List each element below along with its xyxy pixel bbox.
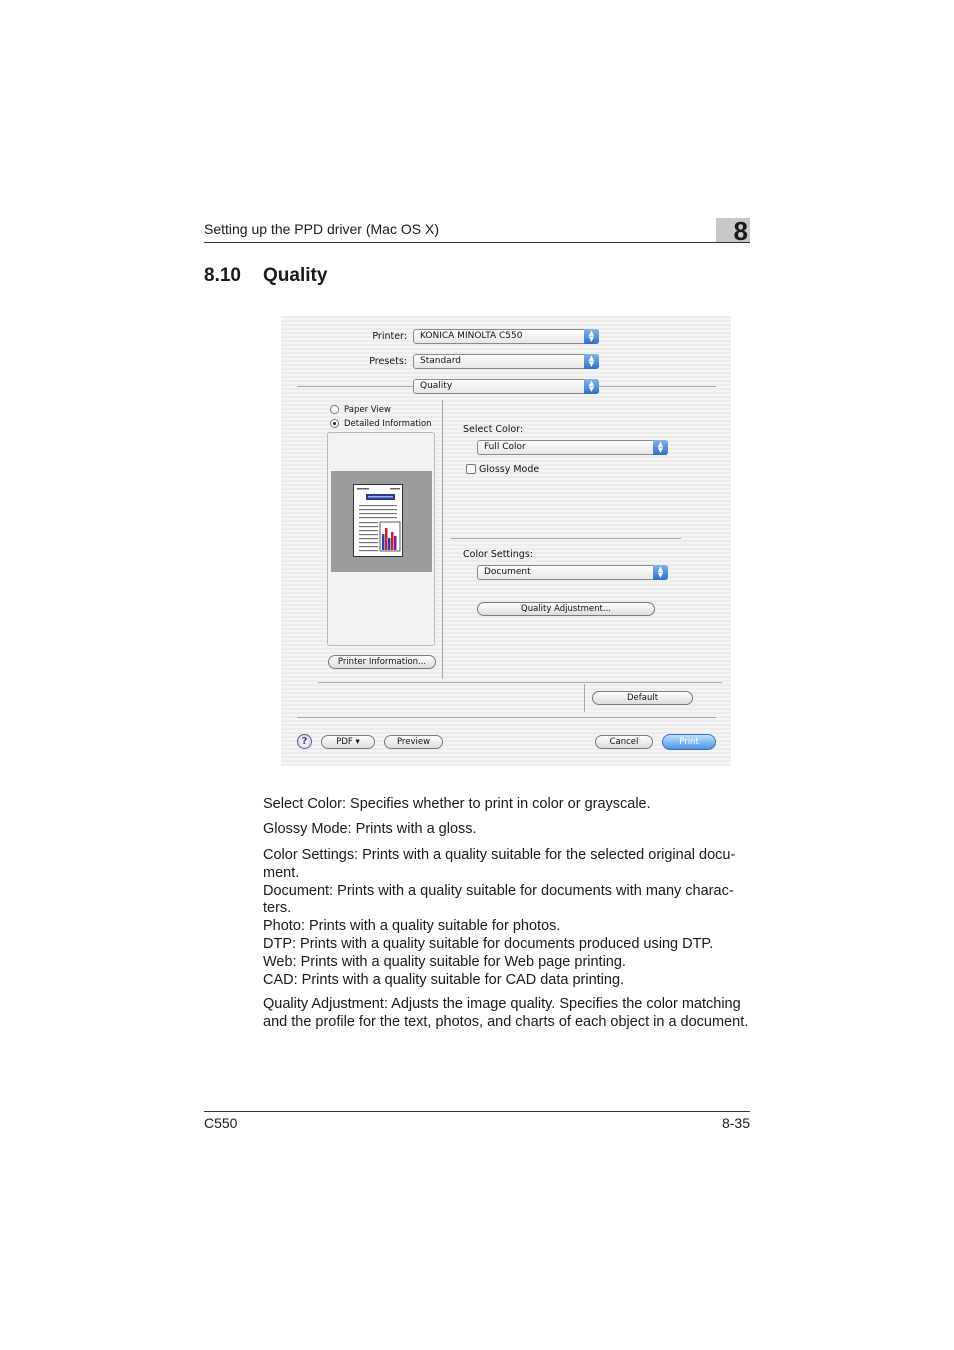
- section-title: Quality: [263, 265, 328, 286]
- select-color-description: [263, 796, 753, 814]
- text-line: Color Settings: Prints with a quality suitable for the selected original docu-: [263, 847, 736, 863]
- printer-label: Printer:: [372, 331, 407, 342]
- quality-adjustment-description: [263, 996, 753, 1032]
- page-thumbnail-icon: [354, 485, 402, 556]
- panel-value: Quality: [420, 381, 453, 391]
- popup-arrows-icon: ▲ ▼: [653, 440, 668, 455]
- header-rule: [204, 242, 750, 243]
- text-line: Quality Adjustment: Adjusts the image quality. Specifies the color matching: [263, 996, 741, 1012]
- text-line: and the profile for the text, photos, and charts of each object in a document.: [263, 1013, 749, 1030]
- text-line: Document: Prints with a quality suitable for documents with many charac-: [263, 882, 734, 899]
- popup-arrows-icon: ▲ ▼: [584, 329, 599, 344]
- glossy-mode-label: Glossy Mode: [479, 464, 540, 475]
- footer-rule: [204, 1111, 750, 1112]
- separator: [599, 386, 716, 387]
- color-settings-label: Color Settings:: [463, 549, 533, 560]
- text-line: Select Color: Specifies whether to print in color or grayscale.: [263, 796, 651, 812]
- glossy-mode-checkbox[interactable]: [466, 464, 476, 474]
- detailed-information-radio[interactable]: [330, 419, 339, 428]
- color-settings-value: Document: [484, 567, 531, 577]
- color-settings-popup[interactable]: [477, 565, 668, 580]
- print-dialog: [281, 316, 731, 766]
- text-line: Photo: Prints with a quality suitable for photos.: [263, 918, 561, 935]
- separator: [297, 717, 716, 718]
- color-settings-description: [263, 847, 753, 989]
- text-line: Glossy Mode: Prints with a gloss.: [263, 821, 477, 837]
- quality-adjustment-button[interactable]: Quality Adjustment...: [477, 602, 655, 616]
- text-line: ment.: [263, 864, 300, 881]
- printer-popup[interactable]: [413, 329, 599, 344]
- preview-button[interactable]: Preview: [384, 735, 443, 749]
- separator: [451, 538, 681, 539]
- presets-popup[interactable]: [413, 354, 599, 369]
- text-line: Web: Prints with a quality suitable for Web page printing.: [263, 953, 626, 970]
- chapter-number: 8: [733, 216, 748, 246]
- panel-popup[interactable]: [413, 379, 599, 394]
- section-heading: [204, 265, 327, 287]
- divider: [584, 684, 585, 712]
- default-button[interactable]: Default: [592, 691, 693, 705]
- glossy-mode-description: [263, 821, 753, 839]
- pdf-button[interactable]: PDF ▾: [321, 735, 375, 749]
- select-color-value: Full Color: [484, 442, 526, 452]
- separator: [297, 386, 413, 387]
- page-thumbnail: [353, 484, 403, 557]
- popup-arrows-icon: ▲ ▼: [653, 565, 668, 580]
- text-line: DTP: Prints with a quality suitable for documents produced using DTP.: [263, 935, 714, 952]
- separator: [318, 682, 722, 683]
- section-number: 8.10: [204, 265, 241, 286]
- running-header: Setting up the PPD driver (Mac OS X): [204, 221, 439, 237]
- text-line: CAD: Prints with a quality suitable for CAD data printing.: [263, 971, 625, 988]
- presets-label: Presets:: [369, 356, 407, 367]
- help-icon[interactable]: ?: [297, 734, 312, 749]
- printer-information-button[interactable]: Printer Information...: [328, 655, 436, 669]
- panel-divider: [442, 400, 443, 679]
- presets-value: Standard: [420, 356, 461, 366]
- select-color-label: Select Color:: [463, 424, 524, 435]
- paper-view-radio[interactable]: [330, 405, 339, 414]
- printer-value: KONICA MINOLTA C550: [420, 331, 523, 341]
- paper-view-label: Paper View: [344, 405, 391, 415]
- select-color-popup[interactable]: [477, 440, 668, 455]
- page-number: 8-35: [721, 1115, 750, 1131]
- print-button[interactable]: Print: [662, 734, 716, 750]
- text-line: ters.: [263, 900, 292, 917]
- popup-arrows-icon: ▲ ▼: [584, 354, 599, 369]
- detailed-information-label: Detailed Information: [344, 419, 432, 429]
- popup-arrows-icon: ▲ ▼: [584, 379, 599, 394]
- cancel-button[interactable]: Cancel: [595, 735, 653, 749]
- footer-model: C550: [204, 1115, 238, 1131]
